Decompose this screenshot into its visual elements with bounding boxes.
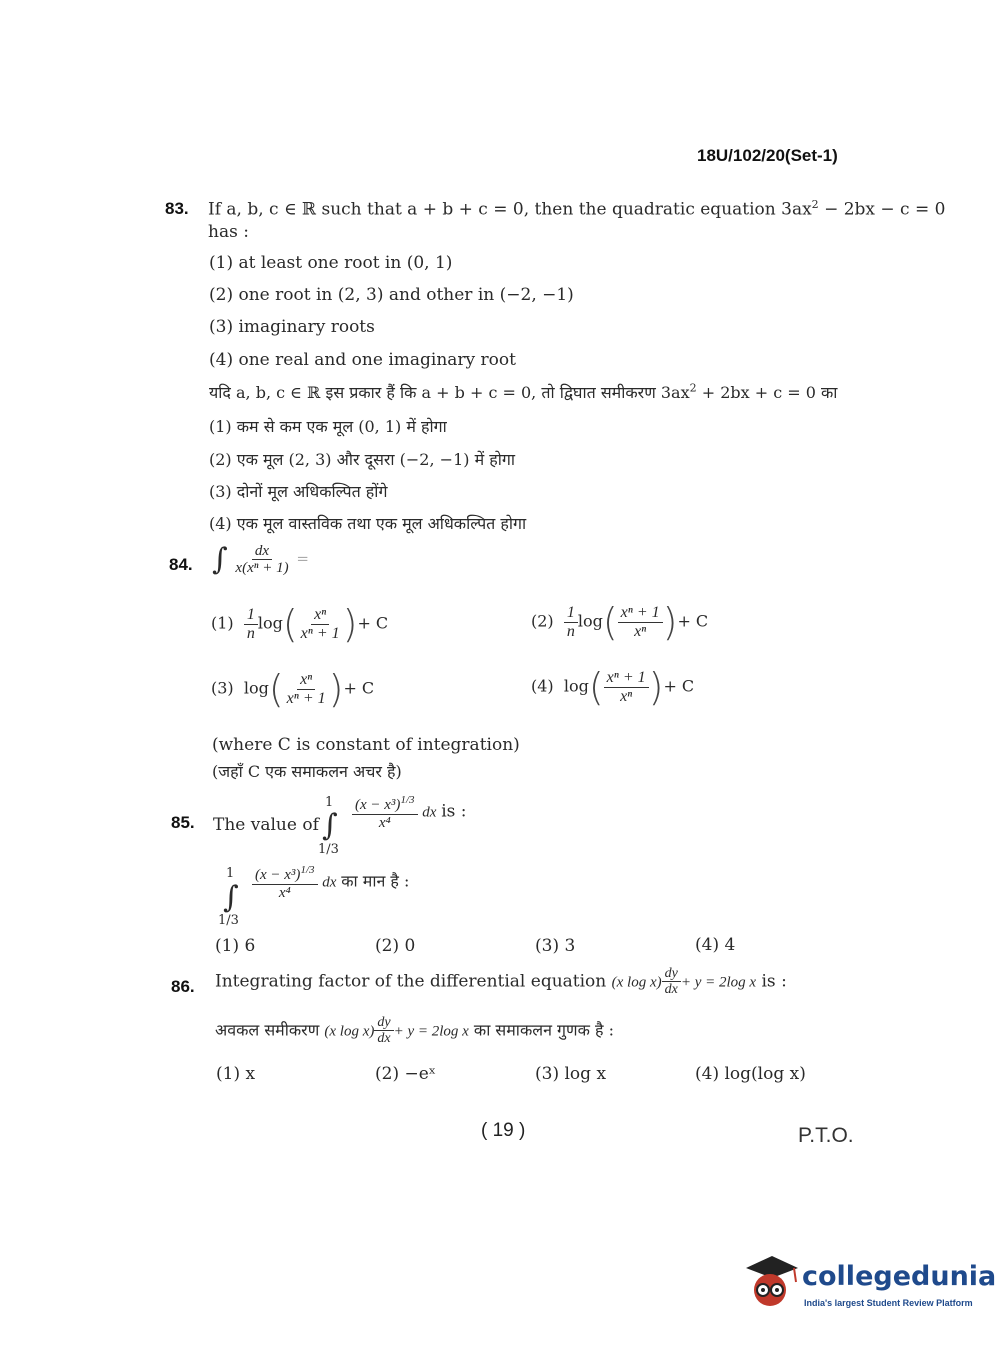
question-85-integral-sign-hi: ∫ (223, 880, 239, 915)
question-85-option-3: (3) 3 (535, 936, 576, 956)
question-83-stem-en-line2: has : (208, 222, 249, 242)
question-83-stem-hi: यदि a, b, c ∈ ℝ इस प्रकार हैं कि a + b + c = 0, तो द्विघात समीकरण $3ax^2 + 2bx + c = 0$ का (209, 381, 838, 402)
question-83-option-en-2: (2) one root in (2, 3) and other in (−2, −1) (209, 285, 574, 305)
question-83-option-en-4: (4) one real and one imaginary root (209, 350, 516, 370)
question-84-note-hi: (जहाँ C एक समाकलन अचर है) (212, 762, 402, 781)
question-86-stem-en: Integrating factor of the differential equation (x log x) $\frac{dy}{dx}$ + y = 2log x is : (215, 966, 787, 998)
pto-label: P.T.O. (798, 1124, 854, 1147)
question-86-option-1: (1) x (216, 1064, 256, 1084)
question-86-option-4: (4) log(log x) (695, 1064, 806, 1084)
question-85-lead-en: The value of (213, 815, 319, 835)
question-84-number: 84. (169, 555, 193, 574)
question-84-note-en: (where C is constant of integration) (212, 735, 520, 755)
question-85-upper-hi: 1 (226, 866, 235, 881)
question-85-lower-hi: 1/3 (218, 913, 239, 928)
question-85-option-4: (4) 4 (695, 935, 736, 955)
collegedunia-logo-icon (742, 1250, 802, 1310)
question-85-lower-en: 1/3 (318, 842, 339, 857)
question-85-integrand-hi: $\frac{(x - x^3)^{1/3}}{\text{x⁴}}$ dx का मान है : (252, 864, 409, 901)
question-85-upper-en: 1 (325, 795, 334, 810)
collegedunia-logo-text: collegedunia (802, 1261, 997, 1292)
question-85-integrand-en: $\frac{(x - x^3)^{1/3}}{\text{x⁴}}$ dx is : (352, 794, 467, 831)
question-83-stem-en: If a, b, c ∈ ℝ such that a + b + c = 0, then the quadratic equation $3ax^2 - 2bx - c = 0$ (208, 198, 946, 220)
question-85-option-1: (1) 6 (215, 936, 256, 956)
question-84-option-1: (1) $\frac{1}{n}$ log( $\frac{\text{xⁿ}}{\text{xⁿ + 1}}$ )+ C (211, 602, 389, 646)
question-84-option-2: (2) $\frac{1}{n}$ log( $\frac{\text{xⁿ + 1}}{\text{xⁿ}}$ )+ C (531, 600, 709, 644)
question-83-option-hi-1: (1) कम से कम एक मूल (0, 1) में होगा (209, 417, 447, 436)
question-83-option-en-3: (3) imaginary roots (209, 317, 375, 337)
question-85-integral-sign-en: ∫ (322, 808, 338, 843)
question-86-number: 86. (171, 977, 195, 996)
question-83-option-en-1: (1) at least one root in (0, 1) (209, 253, 453, 273)
question-86-option-3: (3) log x (535, 1064, 607, 1084)
question-83-option-hi-3: (3) दोनों मूल अधिकल्पित होंगे (209, 482, 388, 501)
page-number: ( 19 ) (481, 1120, 526, 1141)
question-84-integral: ∫ $\frac{dx}{\text{x(xⁿ + 1)}}$ = (212, 542, 309, 577)
collegedunia-tagline: India's largest Student Review Platform (804, 1298, 973, 1308)
question-85-number: 85. (171, 813, 195, 832)
question-84-option-4: (4) log( $\frac{\text{xⁿ + 1}}{\text{xⁿ}}$ )+ C (531, 665, 695, 709)
question-86-option-2: (2) −eˣ (375, 1064, 436, 1084)
question-85-option-2: (2) 0 (375, 936, 416, 956)
question-83-number: 83. (165, 199, 189, 218)
question-84-option-3: (3) log( $\frac{\text{xⁿ}}{\text{xⁿ + 1}}$ )+ C (211, 667, 375, 711)
paper-code: 18U/102/20(Set-1) (697, 146, 838, 165)
question-83-option-hi-4: (4) एक मूल वास्तविक तथा एक मूल अधिकल्पित होगा (209, 514, 527, 533)
question-83-option-hi-2: (2) एक मूल (2, 3) और दूसरा (−2, −1) में होगा (209, 450, 516, 469)
question-86-stem-hi: अवकल समीकरण (x log x) $\frac{dy}{dx}$ + y = 2log x का समाकलन गुणक है : (215, 1015, 614, 1047)
